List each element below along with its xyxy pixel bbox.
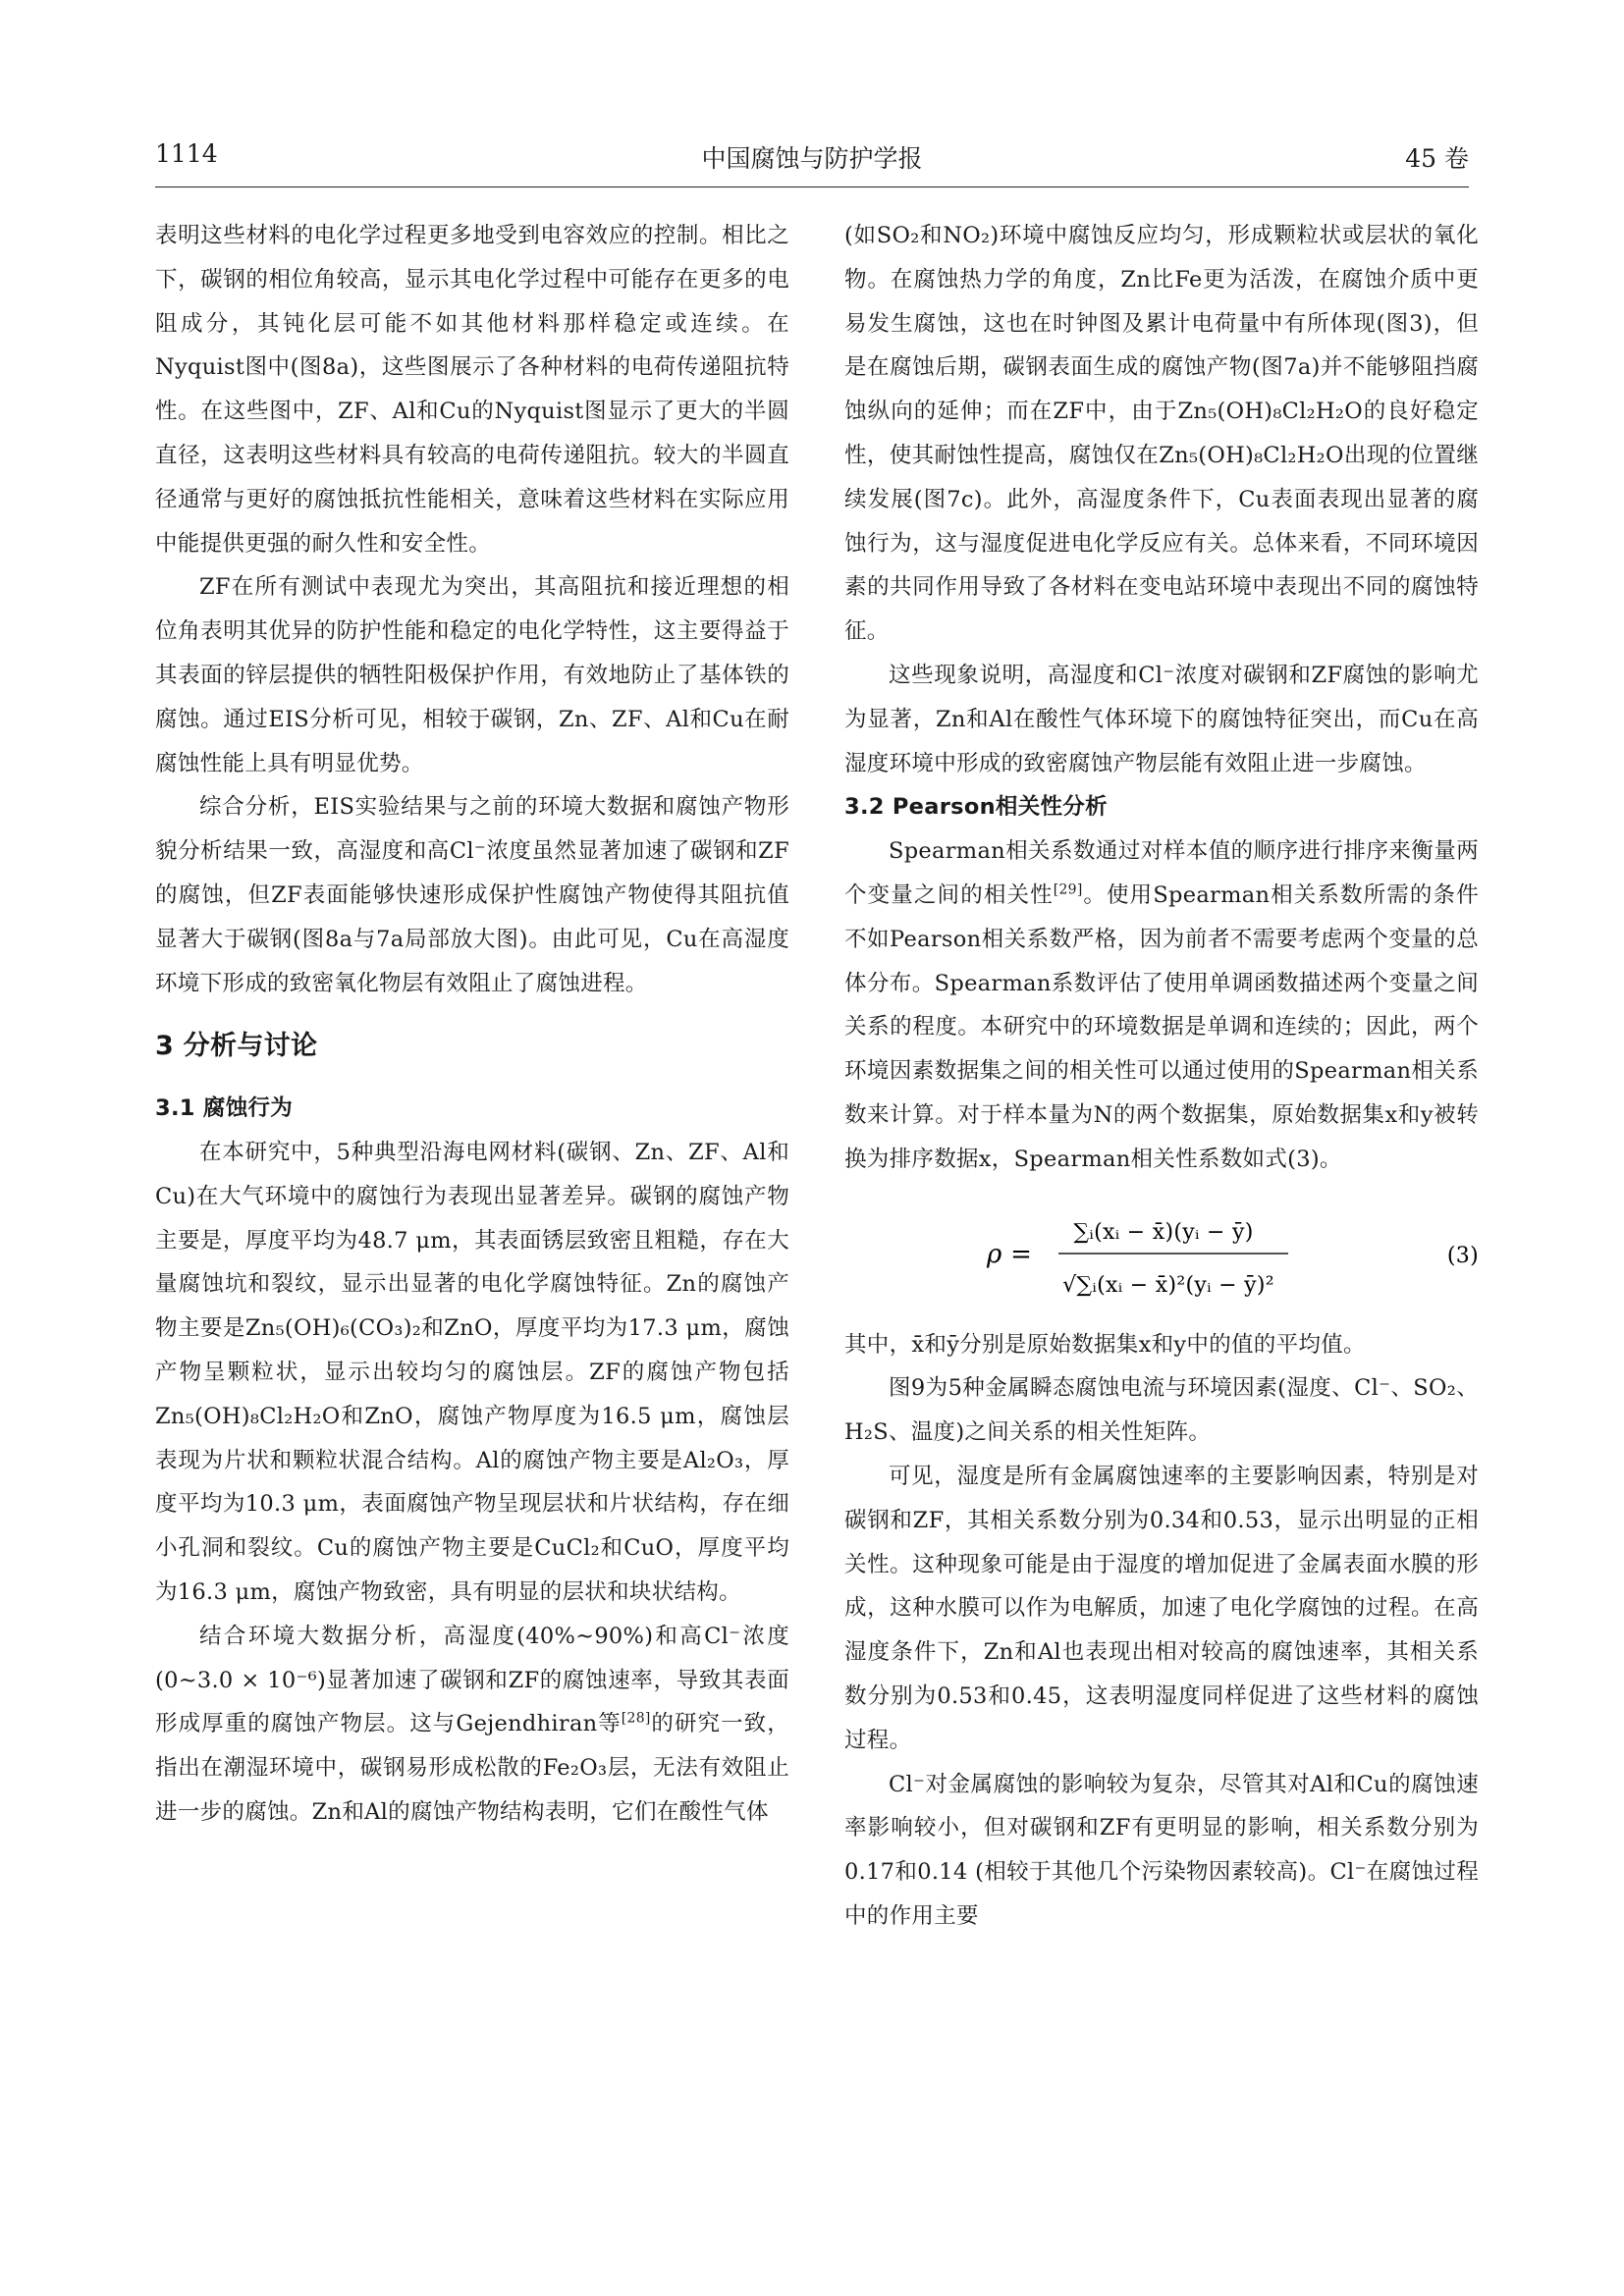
equation-numerator: ∑ᵢ(xᵢ − x̄)(yᵢ − ȳ) [1073,1219,1254,1245]
text-run: ，厚度平均为10.3 μm，表面腐蚀产物呈现层状和片状结构，存在细小孔洞和裂纹。Cu的腐蚀产物主要是 [155,1447,789,1562]
journal-title: 中国腐蚀与防护学报 [701,144,923,173]
paragraph-spearman [844,829,1479,1181]
text-run: 结合环境大数据分析，高湿度(40%~90%)和高Cl⁻浓度(0~3.0 × 10⁻⁶)显著加速了碳钢和ZF的腐蚀速率，导致其表面形成厚重的腐蚀产物层。这与Gejendhiran等 [155,1623,789,1737]
chemical-formula: Zn₅(OH)₆(CO₃)₂ [244,1315,422,1342]
paragraph: 这些现象说明，高湿度和Cl⁻浓度对碳钢和ZF腐蚀的影响尤为显著，Zn和Al在酸性气体环境下的腐蚀特征突出，而Cu在高湿度环境中形成的致密腐蚀产物层能有效阻止进一步腐蚀。 [844,662,1479,776]
paragraph: 综合分析，EIS实验结果与之前的环境大数据和腐蚀产物形貌分析结果一致，高湿度和高Cl⁻浓度虽然显著加速了碳钢和ZF的腐蚀，但ZF表面能够快速形成保护性腐蚀产物使得其阻抗值显著大于碳钢(图8a与7a局部放大图)。由此可见，Cu在高湿度环境下形成的致密氧化物层有效阻止了腐蚀进程。 [155,794,789,996]
paragraph: 可见，湿度是所有金属腐蚀速率的主要影响因素，特别是对碳钢和ZF，其相关系数分别为0.34和0.53，显示出明显的正相关性。这种现象可能是由于湿度的增加促进了金属表面水膜的形成，这种水膜可以作为电解质，加速了电化学腐蚀的过程。在高湿度条件下，Zn和Al也表现出相对较高的腐蚀速率，其相关系数分别为0.53和0.45，这表明湿度同样促进了这些材料的腐蚀过程。 [844,1463,1479,1753]
volume-label: 45 卷 [1405,144,1469,173]
citation-29[interactable]: [29] [1053,881,1083,898]
left-column [155,214,789,2216]
section-heading-3: 3 分析与讨论 [155,1031,318,1062]
equation-3 [844,1188,1479,1319]
text-run: 出现的位置继续发展(图7c)。此外，高湿度条件下，Cu表面表现出显著的腐蚀行为，这与湿度促进电化学反应有关。总体来看，不同环境因素的共同作用导致了各材料在变电站环境中表现出不同的腐蚀特征。 [844,442,1479,645]
text-run: Spearman相关系数通过对样本值的顺序进行排序来衡量两个变量之间的相关性 [844,838,1479,908]
equation-denominator: √∑ᵢ(xᵢ − x̄)²(yᵢ − ȳ)² [1062,1272,1274,1298]
chemical-formula: CuCl₂ [534,1535,600,1562]
text-run: 。使用Spearman相关系数所需的条件不如Pearson相关系数严格，因为前者不需要考虑两个变量的总体分布。Spearman系数评估了使用单调函数描述两个变量之间关系的程度。本研究中的环境数据是单调和连续的；因此，两个环境因素数据集之间的相关性可以通过使用的Spearman相关系数来计算。对于样本量为N的两个数据集，原始数据集x和y被转换为排序数据x，Spearman相关性系数如式(3)。 [844,881,1479,1172]
text-run: 和ZnO，腐蚀产物厚度为16.5 μm，腐蚀层表现为片状和颗粒状混合结构。Al的腐蚀产物主要是 [155,1403,789,1473]
chemical-formula: Zn₅(OH)₈Cl₂H₂O [155,1403,341,1429]
equation-graphic [844,1188,1479,1319]
running-header [155,133,1469,173]
subsection-heading-3-2: 3.2 Pearson相关性分析 [844,794,1108,821]
equation-number: (3) [1446,1243,1479,1268]
chemical-formula: Zn₅(OH)₈Cl₂H₂O [1159,442,1344,468]
paragraph: 表明这些材料的电化学过程更多地受到电容效应的控制。相比之下，碳钢的相位角较高，显示其电化学过程中可能存在更多的电阻成分，其钝化层可能不如其他材料那样稳定或连续。在Nyquist图中(图8a)，这些图展示了各种材料的电荷传递阻抗特性。在这些图中，ZF、Al和Cu的Nyquist图显示了更大的半圆直径，这表明这些材料具有较高的电荷传递阻抗。较大的半圆直径通常与更好的腐蚀抵抗性能相关，意味着这些材料在实际应用中能提供更强的耐久性和安全性。 [155,223,789,557]
text-run: 的良好稳定性，使其耐蚀性提高，腐蚀仅在 [844,399,1479,468]
paragraph-continued [844,214,1479,654]
text-run: 的研究一致，指出在潮湿环境中，碳钢易形成松散的 [155,1711,789,1782]
paragraph: ZF在所有测试中表现尤为突出，其高阻抗和接近理想的相位角表明其优异的防护性能和稳定的电化学特性，这主要得益于其表面的锌层提供的牺牲阳极保护作用，有效地防止了基体铁的腐蚀。通过EIS分析可见，相较于碳钢，Zn、ZF、Al和Cu在耐腐蚀性能上具有明显优势。 [155,574,789,776]
chemical-formula: Zn₅(OH)₈Cl₂H₂O [1177,399,1363,425]
chemical-formula: Al₂O₃ [682,1447,744,1473]
text-run: 和ZnO，厚度平均为17.3 μm，腐蚀产物呈颗粒状，显示出较均匀的腐蚀层。ZF的腐蚀产物包括 [155,1315,789,1385]
equation-rho: ρ = [987,1239,1033,1269]
text-run: 和CuO，厚度平均为16.3 μm，腐蚀产物致密，具有明显的层状和块状结构。 [155,1535,789,1605]
text-run: (如SO₂和NO₂)环境中腐蚀反应均匀，形成颗粒状或层状的氧化物。在腐蚀热力学的角度，Zn比Fe更为活泼，在腐蚀介质中更易发生腐蚀，这也在时钟图及累计电荷量中有所体现(图3)，但是在腐蚀后期，碳钢表面生成的腐蚀产物(图7a)并不能够阻挡腐蚀纵向的延伸；而在ZF中，由于 [844,223,1479,425]
right-column [844,214,1479,2216]
subsection-heading-3-1: 3.1 腐蚀行为 [155,1095,294,1122]
text-run: 层，无法有效阻止进一步的腐蚀。Zn和Al的腐蚀产物结构表明，它们在酸性气体 [155,1755,789,1825]
paragraph-corrosion-products [155,1131,789,1615]
chemical-formula: Fe₂O₃ [542,1755,608,1782]
citation-28[interactable]: [28] [621,1710,651,1727]
paragraph-environment [155,1615,789,1835]
paragraph: Cl⁻对金属腐蚀的影响较为复杂，尽管其对Al和Cu的腐蚀速率影响较小，但对碳钢和ZF有更明显的影响，相关系数分别为0.17和0.14 (相较于其他几个污染物因素较高)。Cl⁻在腐蚀过程中的作用主要 [844,1771,1479,1929]
paragraph: 其中，x̄和ȳ分别是原始数据集x和y中的值的平均值。 [844,1331,1366,1358]
page-number: 1114 [155,139,218,168]
paragraph: 图9为5种金属瞬态腐蚀电流与环境因素(湿度、Cl⁻、SO₂、H₂S、温度)之间关系的相关性矩阵。 [844,1375,1479,1446]
text-run: 在本研究中，5种典型沿海电网材料(碳钢、Zn、ZF、Al和Cu)在大气环境中的腐蚀行为表现出显著差异。碳钢的腐蚀产物主要是，厚度平均为48.7 μm，其表面锈层致密且粗糙，存在大量腐蚀坑和裂纹，显示出显著的电化学腐蚀特征。Zn的腐蚀产物主要是 [155,1139,789,1342]
